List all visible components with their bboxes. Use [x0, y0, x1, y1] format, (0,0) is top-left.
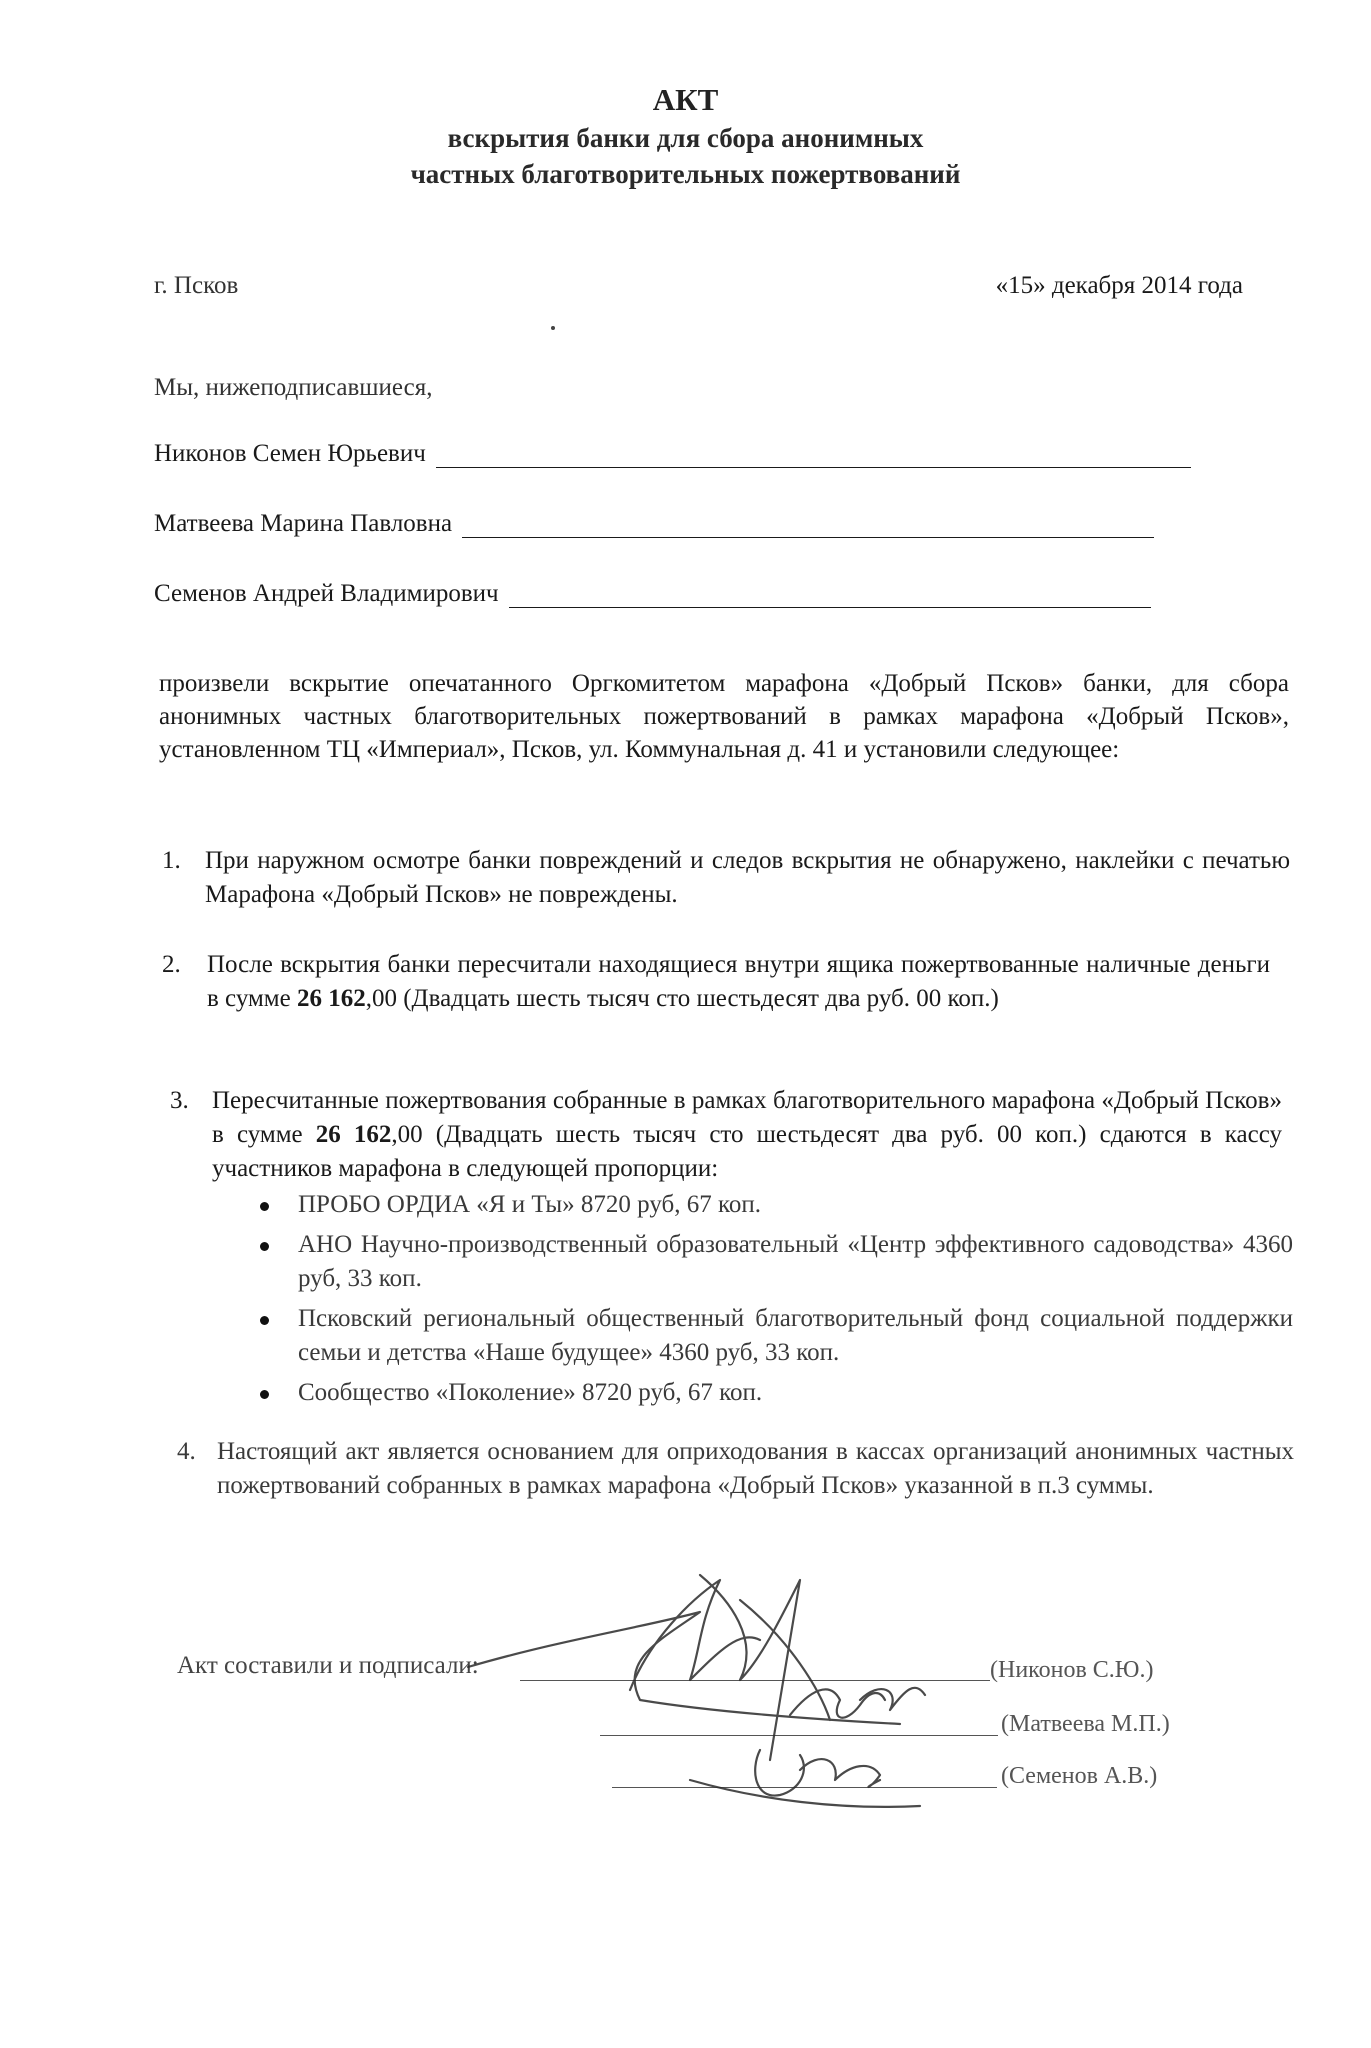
item-text-part: После вскрытия банки пересчитали находящиеся внутри ящика пожертвованные наличные деньги в сумме [207, 951, 1270, 1012]
city: г. Псков [154, 272, 239, 299]
item-text-part: ,00 (Двадцать шесть тысяч сто шестьдесят два руб. 00 коп.) [365, 985, 999, 1012]
signature-stroke [690, 1780, 920, 1807]
signature-stroke [790, 1689, 885, 1717]
signature-stroke [860, 1688, 925, 1710]
distribution-entry: Псковский региональный общественный благотворительный фонд социальной поддержки семьи и детства «Наше будущее» 4360 руб, 33 коп. [298, 1305, 1293, 1366]
signer-name: (Семенов А.В.) [1001, 1763, 1158, 1789]
amount: 26 162 [296, 985, 366, 1012]
item-number: 2. [162, 951, 181, 978]
signature-stroke [800, 1759, 880, 1787]
body-paragraph: произвели вскрытие опечатанного Оргкомитетом марафона «Добрый Псков» банки, для сбора анонимных частных благотворительных пожертвований в рамках марафона «Добрый Псков», установленном ТЦ «Империал», Псков, ул. Коммунальная д. 41 и установили следующее: [159, 670, 1289, 763]
person-name: Никонов Семен Юрьевич [154, 440, 426, 467]
document-title: АКТ [652, 82, 719, 117]
document-subtitle-line-2: частных благотворительных пожертвований [410, 159, 961, 189]
item-text-part: Пересчитанные пожертвования собранные в рамках благотворительного марафона «Добрый Псков» в сумме [212, 1087, 1282, 1148]
item-number: 4. [177, 1438, 196, 1465]
item-text-part: ,00 (Двадцать шесть тысяч сто шестьдесят два руб. 00 коп.) сдаются в кассу участников марафона в следующей пропорции: [212, 1121, 1283, 1182]
signature-stroke [468, 1612, 900, 1724]
document-date: «15» декабря 2014 года [995, 272, 1243, 299]
distribution-entry: АНО Научно-производственный образовательный «Центр эффективного садоводства» 4360 руб, 33 коп. [298, 1231, 1293, 1292]
signature-stroke [740, 1600, 830, 1720]
signer-name: (Матвеева М.П.) [1001, 1711, 1170, 1737]
distribution-entry: ПРОБО ОРДИА «Я и Ты» 8720 руб, 67 коп. [298, 1191, 761, 1218]
amount: 26 162 [315, 1121, 392, 1148]
signature-stroke [630, 1580, 760, 1690]
distribution-entry: Сообщество «Поколение» 8720 руб, 67 коп. [298, 1379, 763, 1406]
document-subtitle-line-1: вскрытия банки для сбора анонимных [447, 123, 924, 153]
item-number: 3. [170, 1087, 189, 1114]
item-text: Настоящий акт является основанием для оприходования в кассах организаций анонимных частных пожертвований собранных в рамках марафона «Добрый Псков» указанной в п.3 суммы. [217, 1438, 1294, 1499]
person-name: Семенов Андрей Владимирович [154, 580, 499, 607]
item-number: 1. [162, 847, 181, 874]
signature-stroke [700, 1575, 800, 1760]
signature-label: Акт составили и подписали: [177, 1652, 479, 1679]
intro-text: Мы, нижеподписавшиеся, [154, 374, 433, 401]
person-name: Матвеева Марина Павловна [154, 510, 453, 537]
signature-stroke [755, 1750, 804, 1796]
signer-name: (Никонов С.Ю.) [990, 1657, 1154, 1683]
item-text: При наружном осмотре банки повреждений и следов вскрытия не обнаружено, наклейки с печатью Марафона «Добрый Псков» не повреждены. [205, 847, 1290, 908]
